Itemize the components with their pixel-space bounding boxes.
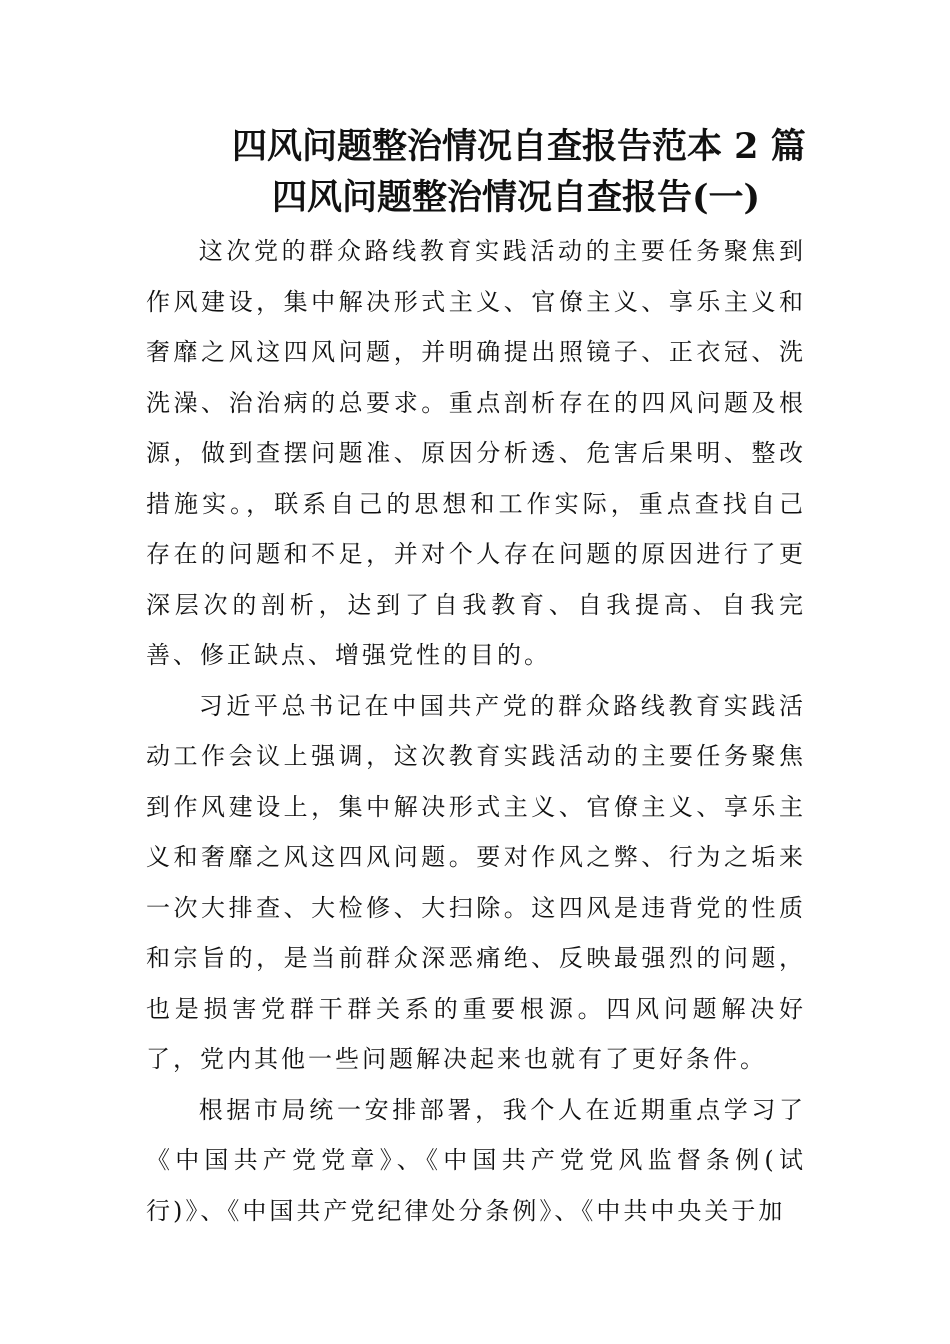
paragraph-3: 根据市局统一安排部署，我个人在近期重点学习了《中国共产党党章》、《中国共产党党风监督条例(试行)》、《中国共产党纪律处分条例》、《中共中央关于加	[146, 1095, 806, 1225]
document-body	[146, 226, 806, 1236]
document-title: 四风问题整治情况自查报告范本 2 篇	[232, 126, 806, 167]
document-subtitle: 四风问题整治情况自查报告(一)	[272, 177, 761, 218]
paragraph-2: 习近平总书记在中国共产党的群众路线教育实践活动工作会议上强调，这次教育实践活动的主要任务聚焦到作风建设上，集中解决形式主义、官僚主义、享乐主义和奢靡之风这四风问题。要对作风之弊、行为之垢来一次大排查、大检修、大扫除。这四风是违背党的性质和宗旨的，是当前群众深恶痛绝、反映最强烈的问题，也是损害党群干群关系的重要根源。四风问题解决好了，党内其他一些问题解决起来也就有了更好条件。	[146, 691, 806, 1073]
paragraph-1: 这次党的群众路线教育实践活动的主要任务聚焦到作风建设，集中解决形式主义、官僚主义、享乐主义和奢靡之风这四风问题，并明确提出照镜子、正衣冠、洗洗澡、治治病的总要求。重点剖析存在的四风问题及根源，做到查摆问题准、原因分析透、危害后果明、整改措施实。，联系自己的思想和工作实际，重点查找自己存在的问题和不足，并对个人存在问题的原因进行了更深层次的剖析，达到了自我教育、自我提高、自我完善、修正缺点、增强党性的目的。	[146, 237, 806, 669]
